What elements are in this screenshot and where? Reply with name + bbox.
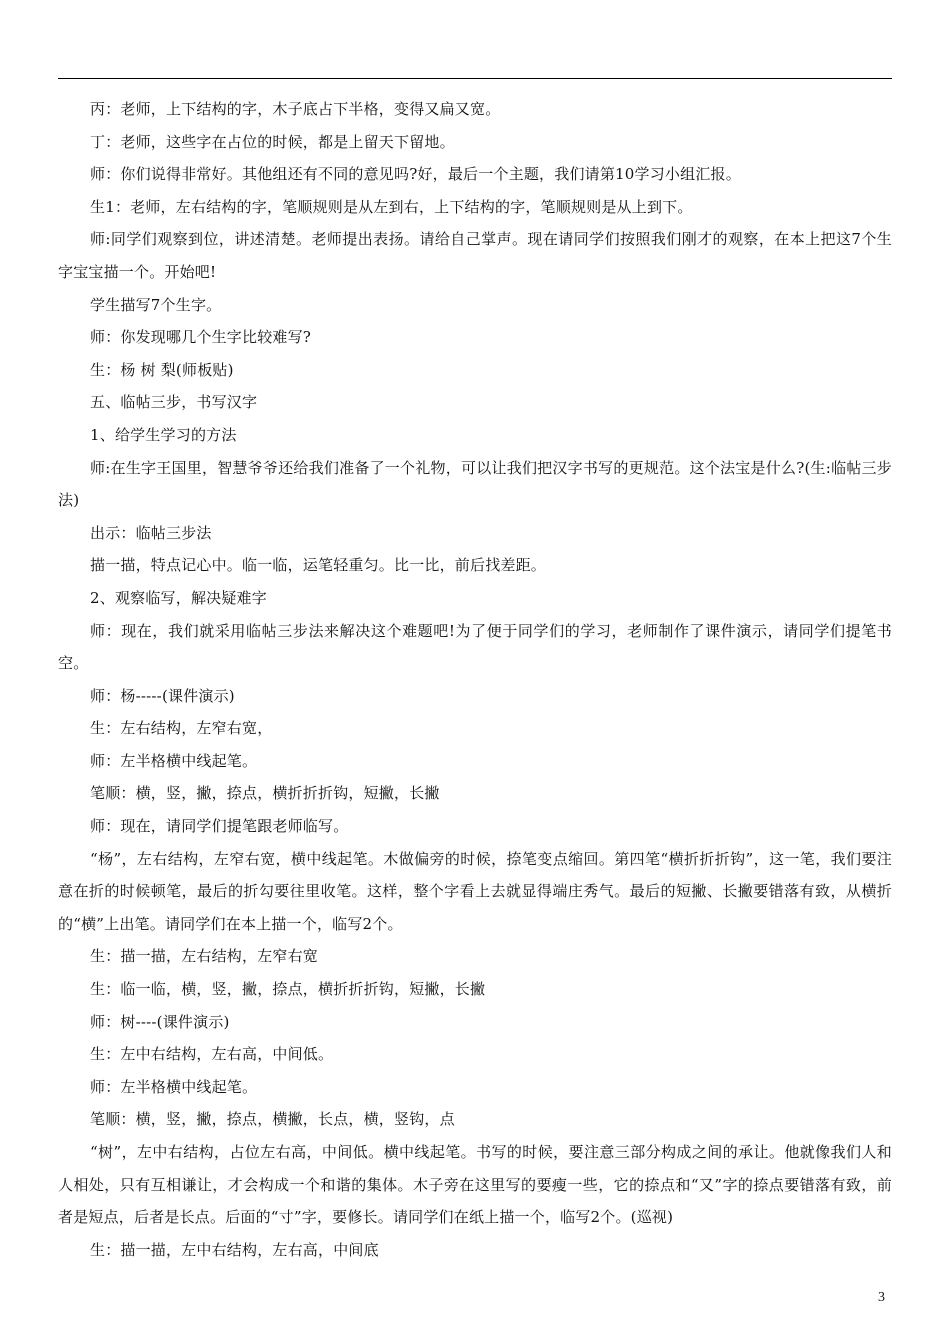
paragraph: 描一描，特点记心中。临一临，运笔轻重匀。比一比，前后找差距。 — [90, 556, 547, 575]
paragraph: 师：你发现哪几个生字比较难写? — [90, 328, 312, 347]
paragraph: 笔顺：横，竖，撇，捺点，横折折折钩，短撇，长撇 — [90, 784, 440, 803]
paragraph: 生：杨 树 梨(师板贴) — [90, 360, 234, 379]
paragraph: 学生描写7个生字。 — [90, 295, 222, 314]
paragraph: 笔顺：横，竖，撇，捺点，横撇，长点，横，竖钩，点 — [90, 1110, 455, 1129]
paragraph: 师：左半格横中线起笔。 — [90, 751, 258, 770]
paragraph: 生：临一临，横，竖，撇，捺点，横折折折钩，短撇，长撇 — [90, 980, 486, 999]
paragraph: “树”，左中右结构，占位左右高，中间低。横中线起笔。书写的时候，要注意三部分构成之间的承让。他就像我们人和人相处，只有互相谦让，才会构成一个和谐的集体。木子旁在这里写的要瘦一些，它的捺点和“又”字的捺点要错落有致，前者是短点，后者是长点。后面的“寸”字，要修长。请同学们在纸上描一个，临写2个。(巡视) — [58, 1143, 892, 1227]
document-body — [58, 93, 892, 1266]
paragraph: 丙：老师，上下结构的字，木子底占下半格，变得又扁又宽。 — [90, 100, 501, 118]
paragraph: 生：左右结构，左窄右宽， — [90, 719, 273, 738]
page-number: 3 — [878, 1290, 885, 1305]
paragraph: 丁：老师，这些字在占位的时候，都是上留天下留地。 — [90, 132, 455, 151]
paragraph: 生：描一描，左中右结构，左右高，中间底 — [90, 1240, 379, 1259]
paragraph: “杨”，左右结构，左窄右宽，横中线起笔。木做偏旁的时候，捺笔变点缩回。第四笔“横折折折钩”，这一笔，我们要注意在折的时候顿笔，最后的折勾要往里收笔。这样，整个字看上去就显得端庄秀气。最后的短撇、长撇要错落有致，从横折的“横”上出笔。请同学们在本上描一个，临写2个。 — [58, 849, 892, 933]
paragraph: 生：描一描，左右结构，左窄右宽 — [90, 947, 319, 966]
paragraph: 生：左中右结构，左右高，中间低。 — [90, 1045, 334, 1064]
paragraph: 师:同学们观察到位，讲述清楚。老师提出表扬。请给自己掌声。现在请同学们按照我们刚才的观察，在本上把这7个生字宝宝描一个。开始吧! — [58, 230, 892, 281]
paragraph: 师：杨-----(课件演示) — [90, 686, 235, 705]
paragraph: 2、观察临写，解决疑难字 — [90, 588, 267, 607]
paragraph: 出示：临帖三步法 — [90, 523, 212, 542]
paragraph: 五、临帖三步，书写汉字 — [90, 393, 258, 412]
paragraph: 生1：老师，左右结构的字，笔顺规则是从左到右，上下结构的字，笔顺规则是从上到下。 — [90, 197, 693, 216]
paragraph: 师：现在，请同学们提笔跟老师临写。 — [90, 817, 349, 836]
header-rule — [58, 78, 892, 79]
paragraph: 师：你们说得非常好。其他组还有不同的意见吗?好，最后一个主题，我们请第10学习小组汇报。 — [90, 165, 741, 184]
paragraph: 师：现在，我们就采用临帖三步法来解决这个难题吧!为了便于同学们的学习，老师制作了课件演示，请同学们提笔书空。 — [58, 621, 892, 673]
paragraph: 师:在生字王国里，智慧爷爷还给我们准备了一个礼物，可以让我们把汉字书写的更规范。这个法宝是什么?(生:临帖三步法) — [58, 458, 892, 510]
paragraph: 1、给学生学习的方法 — [90, 425, 237, 444]
paragraph: 师：树----(课件演示) — [90, 1012, 230, 1031]
paragraph: 师：左半格横中线起笔。 — [90, 1077, 258, 1096]
